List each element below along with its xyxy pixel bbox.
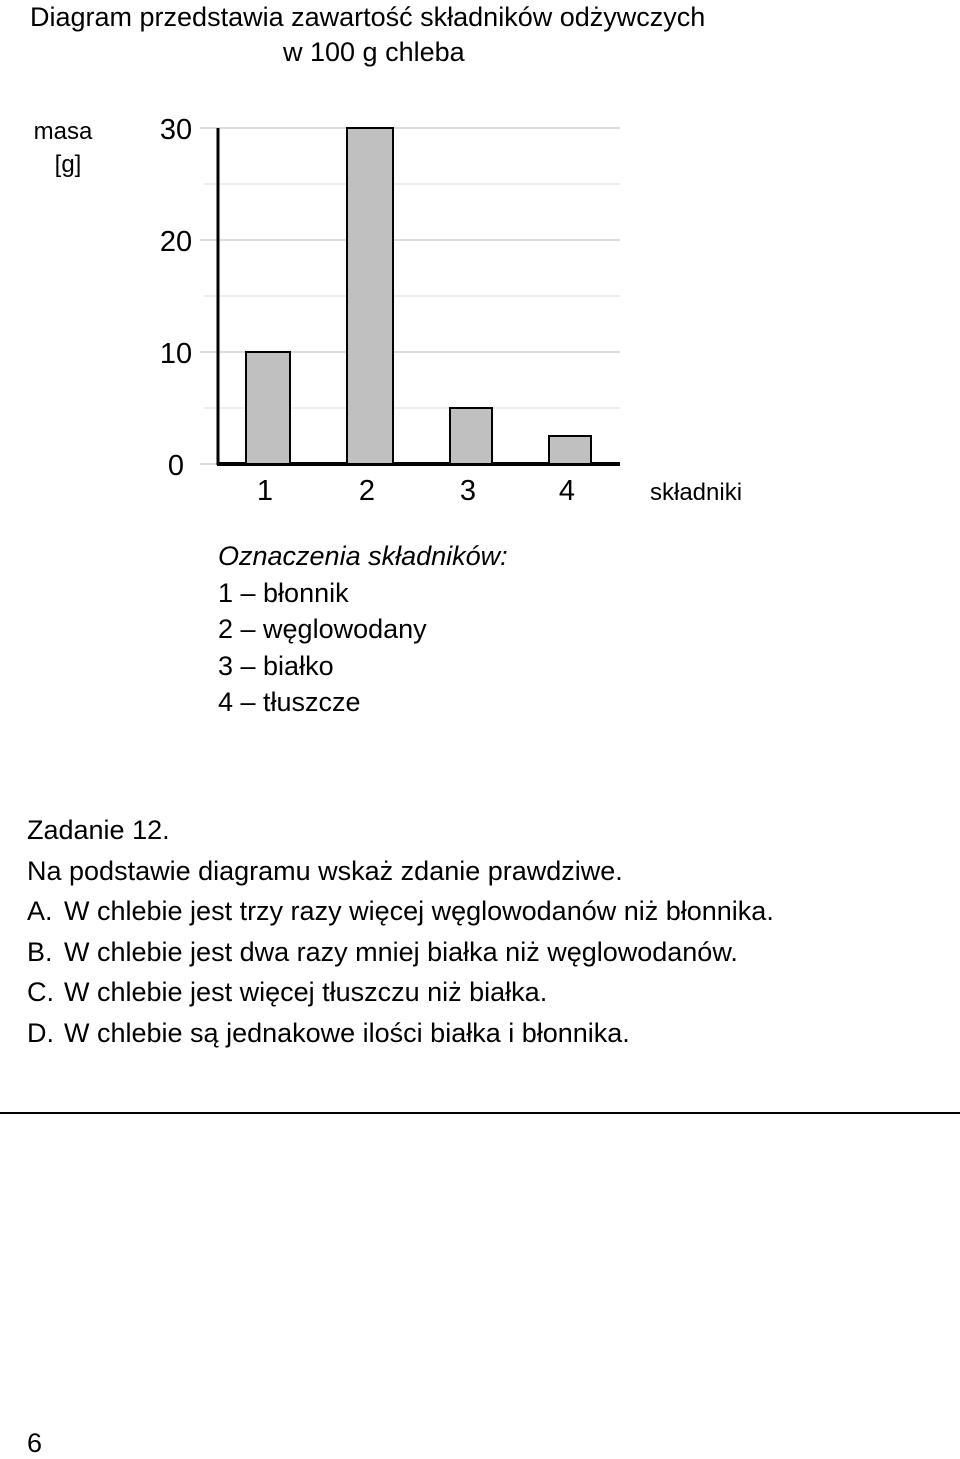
option-letter: A. <box>27 896 53 926</box>
x-tick-label: 1 <box>256 475 274 507</box>
answer-option-d[interactable] <box>27 1013 774 1054</box>
option-text: W chlebie jest dwa razy mniej białka niż węglowodanów. <box>64 936 738 967</box>
legend-item: 2 – węglowodany <box>218 614 427 644</box>
option-letter: B. <box>27 936 53 967</box>
answer-option-a[interactable] <box>27 891 774 932</box>
bar-3 <box>450 408 492 464</box>
bar-2 <box>347 128 393 464</box>
option-letter: C. <box>27 977 54 1007</box>
task-question: Na podstawie diagramu wskaż zdanie prawdziwe. <box>27 855 623 886</box>
y-axis-unit: [g] <box>54 151 82 178</box>
chart-title <box>30 0 705 70</box>
y-tick-label: 30 <box>159 114 193 146</box>
bar-4 <box>549 436 591 464</box>
bar-1 <box>246 352 290 464</box>
legend-item: 4 – tłuszcze <box>218 687 361 717</box>
legend-item: 3 – białko <box>218 650 334 681</box>
legend-heading: Oznaczenia składników: <box>218 541 508 571</box>
x-tick-label: 4 <box>558 475 576 507</box>
task <box>27 810 774 1053</box>
y-tick-label: 0 <box>167 450 185 482</box>
legend-item: 1 – błonnik <box>218 577 349 608</box>
x-tick-label: 2 <box>358 475 376 507</box>
option-text: W chlebie są jednakowe ilości białka i błonnika. <box>64 1017 630 1048</box>
x-axis-label: składniki <box>650 479 743 506</box>
task-title: Zadanie 12. <box>27 815 170 845</box>
y-tick-label: 20 <box>159 226 193 258</box>
x-tick-label: 3 <box>459 475 477 507</box>
divider <box>0 1112 960 1114</box>
chart-title-line-1: Diagram przedstawia zawartość składników odżywczych <box>30 2 706 32</box>
option-text: W chlebie jest trzy razy więcej węglowodanów niż błonnika. <box>64 896 774 926</box>
answer-option-b[interactable] <box>27 932 774 973</box>
answer-option-c[interactable] <box>27 972 774 1013</box>
chart-title-line-2: w 100 g chleba <box>283 37 465 67</box>
y-tick-label: 10 <box>159 338 193 370</box>
bar-chart <box>0 100 960 520</box>
page-number: 6 <box>27 1428 43 1458</box>
y-axis-label: masa <box>33 118 93 145</box>
legend <box>218 538 508 721</box>
option-letter: D. <box>27 1017 54 1048</box>
option-text: W chlebie jest więcej tłuszczu niż białka. <box>64 977 548 1007</box>
